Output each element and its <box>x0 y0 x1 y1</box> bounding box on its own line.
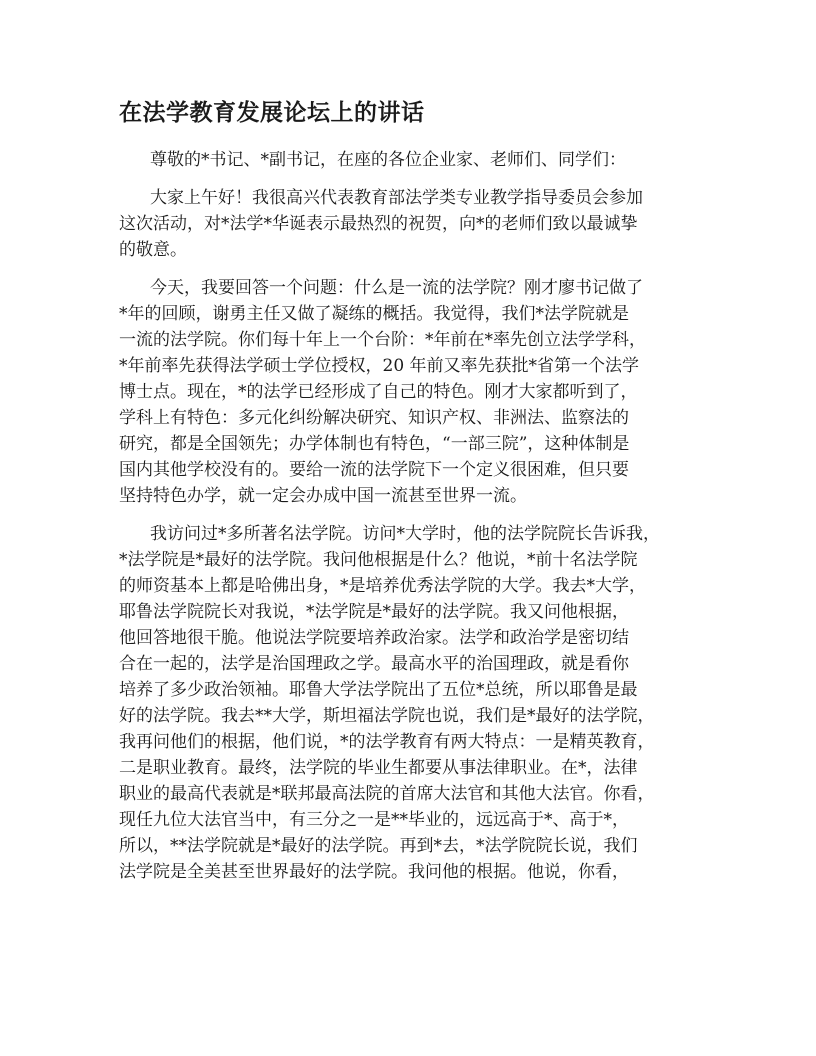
text-line: 现任九位大法官当中，有三分之一是**毕业的，远远高于*、高于*， <box>119 810 629 830</box>
text-line: 学科上有特色：多元化纠纷解决研究、知识产权、非洲法、监察法的 <box>119 408 629 428</box>
text-line: 的敬意。 <box>119 240 187 260</box>
text-line: 这次活动，对*法学*华诞表示最热烈的祝贺，向*的老师们致以最诚挚 <box>119 214 638 234</box>
text-line: 职业的最高代表就是*联邦最高法院的首席大法官和其他大法官。你看， <box>119 784 655 804</box>
document-body <box>119 147 697 897</box>
text-line: *法学院是*最好的法学院。我问他根据是什么？他说，*前十名法学院 <box>119 550 638 570</box>
text-line: 尊敬的*书记、*副书记，在座的各位企业家、老师们、同学们： <box>150 150 626 170</box>
text-line: 国内其他学校没有的。要给一流的法学院下一个定义很困难，但只要 <box>119 460 629 480</box>
text-line: 博士点。现在，*的法学已经形成了自己的特色。刚才大家都听到了， <box>119 382 638 402</box>
text-line: 坚持特色办学，就一定会办成中国一流甚至世界一流。 <box>119 486 527 506</box>
paragraph-greeting <box>119 185 697 263</box>
text-line: 培养了多少政治领袖。耶鲁大学法学院出了五位*总统，所以耶鲁是最 <box>119 680 638 700</box>
text-line: 好的法学院。我去**大学，斯坦福法学院也说，我们是*最好的法学院， <box>119 706 655 726</box>
text-line: 大家上午好！我很高兴代表教育部法学类专业教学指导委员会参加 <box>150 188 643 208</box>
paragraph-salutation <box>119 147 697 173</box>
paragraph-visits <box>119 521 697 885</box>
paragraph-first-class-law-school <box>119 275 697 509</box>
text-line: 的师资基本上都是哈佛出身，*是培养优秀法学院的大学。我去*大学， <box>119 576 646 596</box>
text-line: 我访问过*多所著名法学院。访问*大学时，他的法学院院长告诉我， <box>150 524 660 544</box>
text-line: 法学院是全美甚至世界最好的法学院。我问他的根据。他说，你看， <box>119 862 629 882</box>
text-line: 他回答地很干脆。他说法学院要培养政治家。法学和政治学是密切结 <box>119 628 629 648</box>
text-line: 二是职业教育。最终，法学院的毕业生都要从事法律职业。在*，法律 <box>119 758 638 778</box>
text-line: 今天，我要回答一个问题：什么是一流的法学院？刚才廖书记做了 <box>150 278 643 298</box>
text-line: 所以，**法学院就是*最好的法学院。再到*去，*法学院院长说，我们 <box>119 836 638 856</box>
text-line: *年前率先获得法学硕士学位授权，20 年前又率先获批*省第一个法学 <box>119 356 640 376</box>
text-line: 研究，都是全国领先；办学体制也有特色，“一部三院”，这种体制是 <box>119 434 630 454</box>
text-line: 耶鲁法学院院长对我说，*法学院是*最好的法学院。我又问他根据， <box>119 602 629 622</box>
text-line: 合在一起的，法学是治国理政之学。最高水平的治国理政，就是看你 <box>119 654 629 674</box>
text-line: *年的回顾，谢勇主任又做了凝练的概括。我觉得，我们*法学院就是 <box>119 304 629 324</box>
text-line: 一流的法学院。你们每十年上一个台阶：*年前在*率先创立法学学科， <box>119 330 646 350</box>
text-line: 我再问他们的根据，他们说，*的法学教育有两大特点：一是精英教育， <box>119 732 655 752</box>
document-title: 在法学教育发展论坛上的讲话 <box>119 100 425 126</box>
